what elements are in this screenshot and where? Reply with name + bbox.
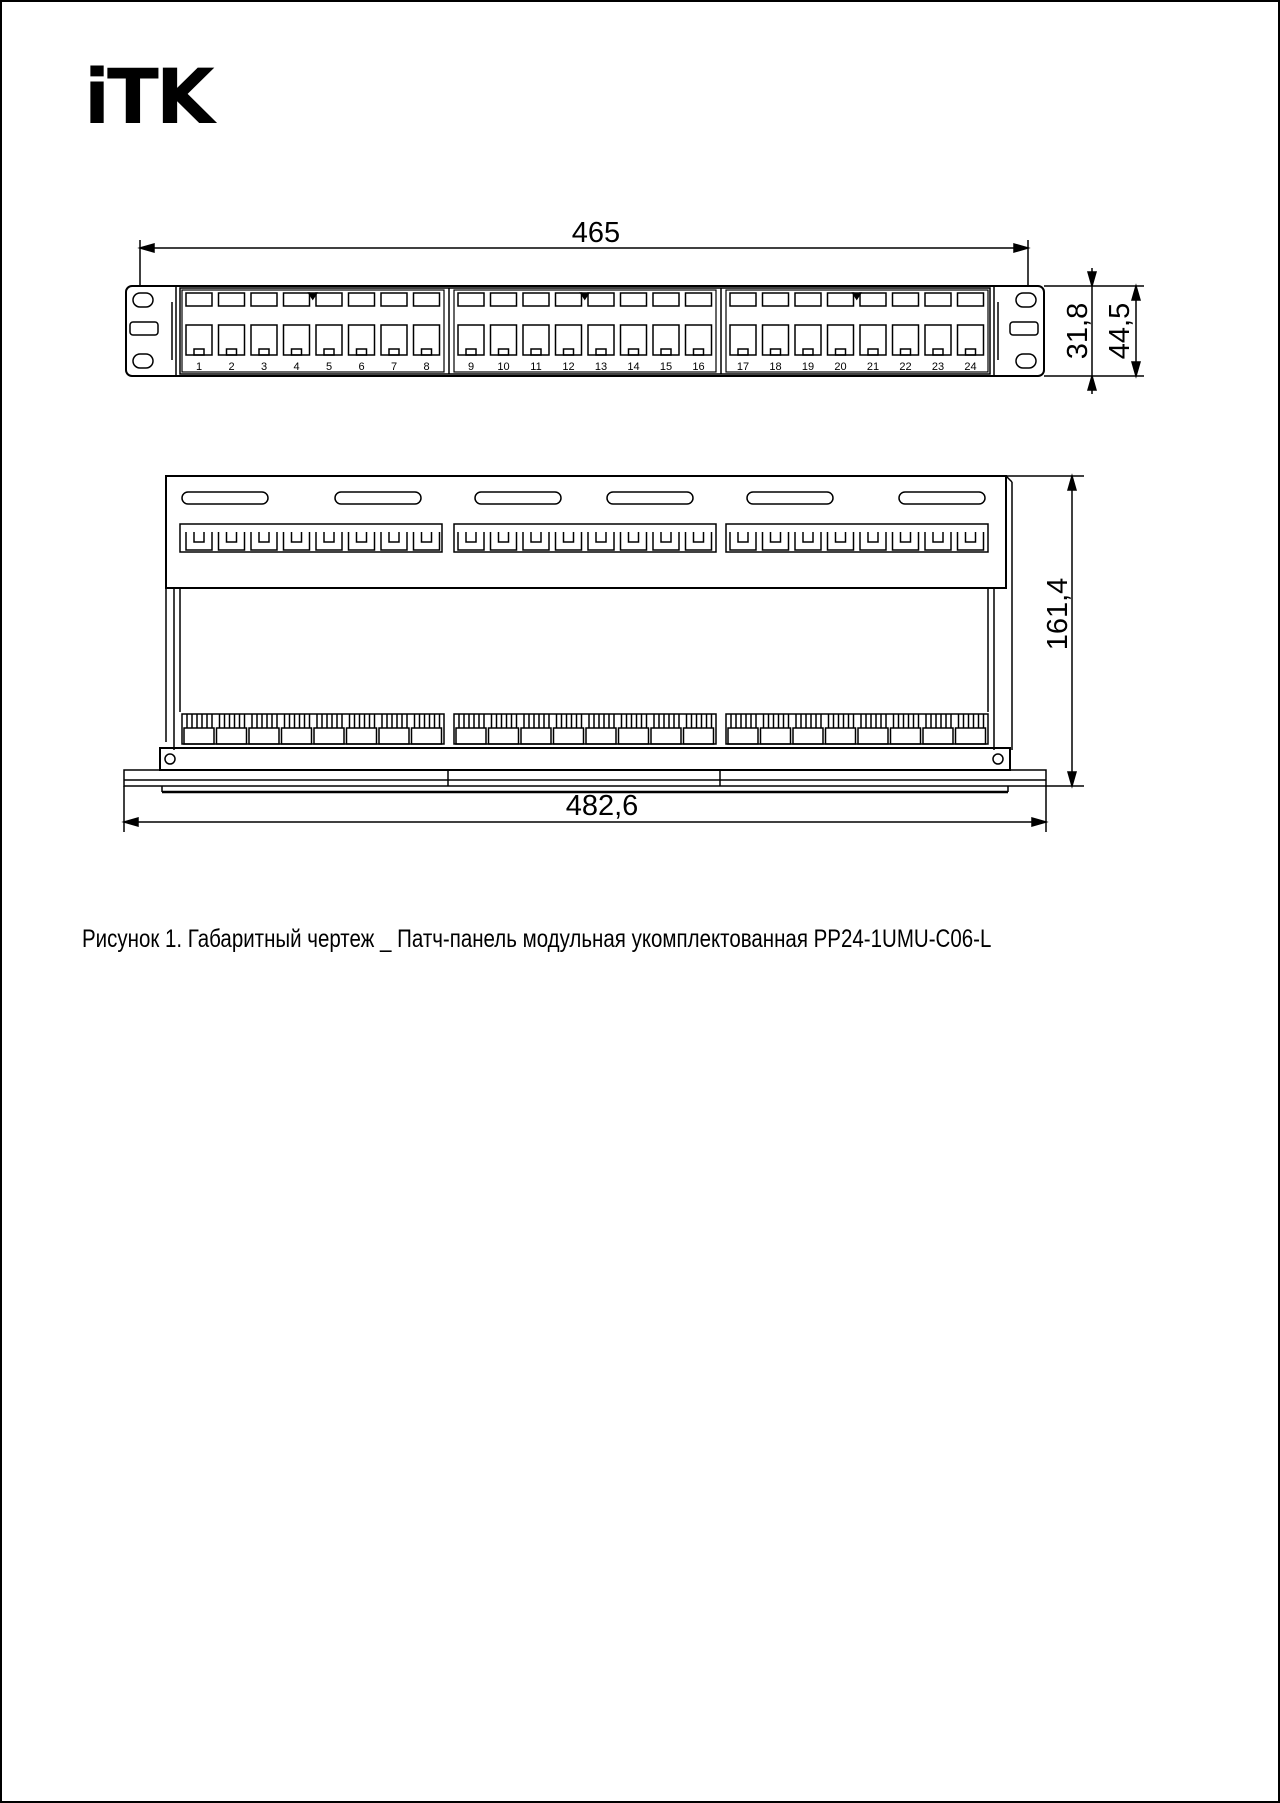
port-tab	[771, 349, 781, 355]
top-view	[124, 476, 1046, 792]
port-latch	[316, 293, 342, 306]
port-latch	[381, 293, 407, 306]
port-tab	[466, 349, 476, 355]
port-tab	[629, 349, 639, 355]
port-latch	[686, 293, 712, 306]
port-latch	[219, 293, 245, 306]
rj45-port	[653, 325, 679, 355]
port-tab	[422, 349, 432, 355]
port-tab	[901, 349, 911, 355]
port-tab	[324, 349, 334, 355]
port-latch	[251, 293, 277, 306]
port-number: 12	[562, 361, 575, 373]
dim-label-31-8: 31,8	[1062, 302, 1094, 360]
mount-hole-left-top	[133, 293, 153, 307]
port-latch	[860, 293, 886, 306]
port-tab	[738, 349, 748, 355]
comb-tooth	[958, 532, 984, 550]
comb-tooth	[458, 532, 484, 550]
comb-tooth	[686, 532, 712, 550]
rj45-port	[349, 325, 375, 355]
port-latch	[763, 293, 789, 306]
port-number: 14	[627, 361, 640, 373]
port-number: 6	[358, 361, 365, 373]
port-latch	[556, 293, 582, 306]
dim-label-465: 465	[571, 217, 621, 249]
figure-caption: Рисунок 1. Габаритный чертеж _ Патч-панель модульная укомплектованная PP24-1UMU-C06-L	[82, 925, 992, 953]
port-latch	[458, 293, 484, 306]
port-tab	[836, 349, 846, 355]
keystone-module	[282, 728, 312, 744]
port-number: 8	[423, 361, 430, 373]
keystone-module	[379, 728, 409, 744]
comb-tooth	[828, 532, 854, 550]
rj45-port	[316, 325, 342, 355]
dim-label-44-5: 44,5	[1104, 302, 1136, 360]
keystone-module	[521, 728, 551, 744]
rj45-port	[893, 325, 919, 355]
port-tab	[596, 349, 606, 355]
keystone-module	[456, 728, 486, 744]
port-number: 13	[594, 361, 608, 373]
port-latch	[653, 293, 679, 306]
keystone-module	[217, 728, 247, 744]
mount-hole-right-top	[1016, 293, 1036, 307]
keystone-module	[728, 728, 758, 744]
comb-tooth	[219, 532, 245, 550]
keystone-module	[489, 728, 519, 744]
port-latch	[414, 293, 440, 306]
port-tab	[499, 349, 509, 355]
comb-tooth	[556, 532, 582, 550]
comb-tooth	[763, 532, 789, 550]
keystone-module	[891, 728, 921, 744]
port-latch	[621, 293, 647, 306]
keystone-module	[554, 728, 584, 744]
port-number: 16	[692, 361, 705, 373]
comb-tooth	[251, 532, 277, 550]
port-latch	[588, 293, 614, 306]
rj45-port	[381, 325, 407, 355]
port-latch	[491, 293, 517, 306]
port-number: 4	[293, 361, 300, 373]
port-number: 11	[530, 361, 542, 373]
keystone-module	[923, 728, 953, 744]
port-tab	[531, 349, 541, 355]
keystone-module	[586, 728, 616, 744]
rj45-port	[860, 325, 886, 355]
port-tab	[661, 349, 671, 355]
port-latch	[828, 293, 854, 306]
keystone-module	[249, 728, 279, 744]
dim-label-161-4: 161,4	[1042, 577, 1074, 651]
comb-tooth	[523, 532, 549, 550]
port-tab	[227, 349, 237, 355]
rj45-port	[763, 325, 789, 355]
rj45-port	[251, 325, 277, 355]
comb-tooth	[860, 532, 886, 550]
keystone-module	[956, 728, 986, 744]
cable-slot	[182, 492, 268, 504]
keystone-module	[684, 728, 714, 744]
comb-tooth	[284, 532, 310, 550]
dim-label-482-6: 482,6	[565, 790, 639, 822]
port-number: 9	[467, 361, 475, 373]
rj45-port	[491, 325, 517, 355]
port-number: 24	[964, 361, 977, 373]
itk-logo: iTK	[84, 52, 212, 141]
rj45-port	[621, 325, 647, 355]
port-number: 21	[866, 361, 880, 373]
keystone-module	[858, 728, 888, 744]
port-latch	[349, 293, 375, 306]
port-number: 2	[228, 361, 235, 373]
port-tab	[389, 349, 399, 355]
rj45-port	[828, 325, 854, 355]
port-latch	[730, 293, 756, 306]
port-tab	[966, 349, 976, 355]
comb-tooth	[414, 532, 440, 550]
comb-tooth	[381, 532, 407, 550]
port-tab	[868, 349, 878, 355]
rj45-port	[414, 325, 440, 355]
port-number: 10	[497, 361, 510, 373]
port-tab	[564, 349, 574, 355]
port-number: 3	[260, 361, 268, 373]
rj45-port	[730, 325, 756, 355]
port-number: 23	[931, 361, 945, 373]
comb-tooth	[925, 532, 951, 550]
rj45-port	[284, 325, 310, 355]
port-number: 18	[769, 361, 782, 373]
comb-tooth	[893, 532, 919, 550]
comb-tooth	[621, 532, 647, 550]
port-latch	[925, 293, 951, 306]
port-tab	[694, 349, 704, 355]
keystone-module	[793, 728, 823, 744]
port-latch	[795, 293, 821, 306]
comb-tooth	[316, 532, 342, 550]
rj45-port	[219, 325, 245, 355]
port-latch	[893, 293, 919, 306]
comb-tooth	[730, 532, 756, 550]
port-latch	[186, 293, 212, 306]
keystone-module	[314, 728, 344, 744]
port-number: 22	[899, 361, 912, 373]
keystone-module	[826, 728, 856, 744]
port-number: 17	[736, 361, 750, 373]
technical-drawing	[2, 2, 1278, 1801]
port-number: 15	[659, 361, 673, 373]
mount-hole-left-bottom	[133, 354, 153, 368]
port-tab	[292, 349, 302, 355]
rj45-port	[458, 325, 484, 355]
keystone-module	[412, 728, 442, 744]
mount-hole-right-bottom	[1016, 354, 1036, 368]
port-tab	[259, 349, 269, 355]
port-number: 19	[801, 361, 815, 373]
keystone-module	[347, 728, 377, 744]
port-tab	[357, 349, 367, 355]
rj45-port	[523, 325, 549, 355]
port-latch	[958, 293, 984, 306]
comb-tooth	[186, 532, 212, 550]
port-number: 1	[195, 361, 203, 373]
comb-tooth	[349, 532, 375, 550]
keystone-module	[184, 728, 214, 744]
comb-tooth	[588, 532, 614, 550]
ear-slot-right	[1010, 322, 1038, 335]
keystone-module	[619, 728, 649, 744]
rj45-port	[588, 325, 614, 355]
port-tab	[194, 349, 204, 355]
rj45-port	[795, 325, 821, 355]
port-latch	[284, 293, 310, 306]
port-latch	[523, 293, 549, 306]
port-tab	[803, 349, 813, 355]
keystone-module	[761, 728, 791, 744]
comb-tooth	[491, 532, 517, 550]
rj45-port	[925, 325, 951, 355]
keystone-module	[651, 728, 681, 744]
rj45-port	[556, 325, 582, 355]
rj45-port	[186, 325, 212, 355]
rj45-port	[958, 325, 984, 355]
port-tab	[933, 349, 943, 355]
ear-slot-left	[130, 322, 158, 335]
port-number: 5	[325, 361, 333, 373]
port-number: 7	[390, 361, 398, 373]
rj45-port	[686, 325, 712, 355]
comb-tooth	[795, 532, 821, 550]
comb-tooth	[653, 532, 679, 550]
port-number: 20	[834, 361, 847, 373]
